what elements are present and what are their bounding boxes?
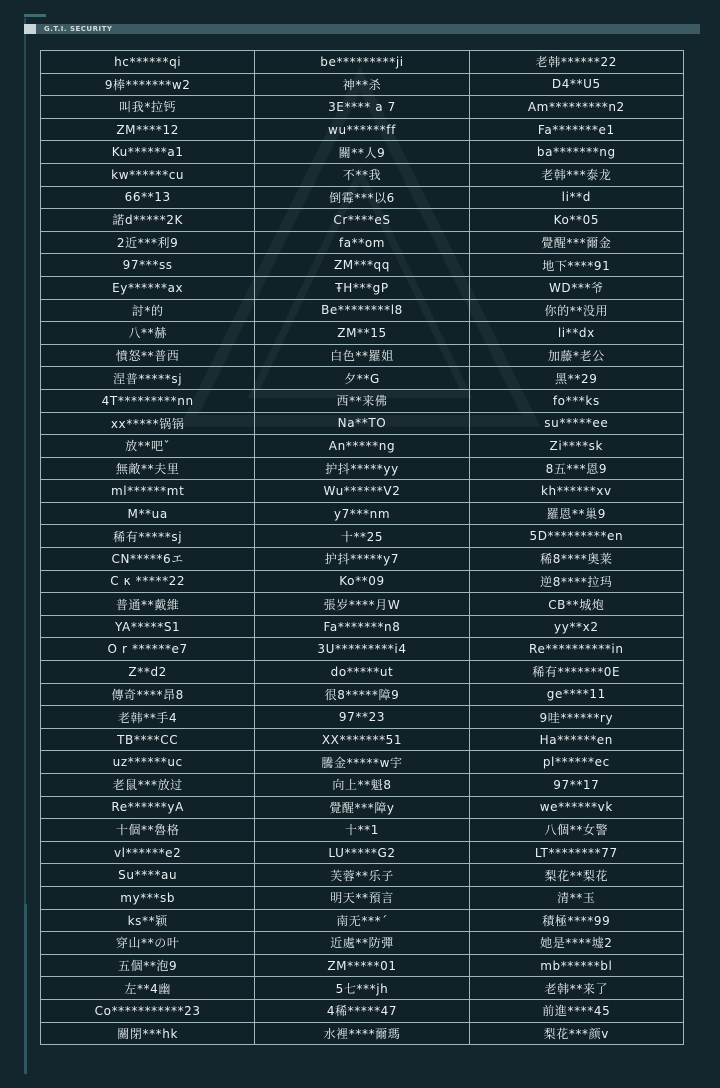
table-row [41,661,684,684]
table-row [41,910,684,933]
table-row [41,277,684,300]
header-bar [24,24,700,34]
table-cell: 稀有*******0E [470,661,684,684]
table-row [41,74,684,97]
table-cell: 南无***ˊ [255,910,469,933]
table-cell: 加藤*老公 [470,345,684,368]
table-row [41,1023,684,1046]
table-cell: LU*****G2 [255,842,469,865]
table-cell: ge****11 [470,684,684,707]
table-row [41,774,684,797]
table-cell: 你的**没用 [470,300,684,323]
table-cell: 芙蓉**乐子 [255,864,469,887]
table-cell: 憤怒**普西 [41,345,255,368]
table-cell: 4T*********nn [41,390,255,413]
table-cell: ZM**15 [255,322,469,345]
table-row [41,209,684,232]
table-row [41,842,684,865]
table-cell: vl******e2 [41,842,255,865]
table-cell: pl******ec [470,751,684,774]
table-row [41,887,684,910]
table-cell: Ko**05 [470,209,684,232]
table-row [41,300,684,323]
table-cell: 97***ss [41,254,255,277]
table-cell: kh******xv [470,480,684,503]
table-cell: An*****ng [255,435,469,458]
table-row [41,254,684,277]
table-cell: xx*****锅锅 [41,413,255,436]
table-cell: 關**人9 [255,141,469,164]
table-cell: 4稀*****47 [255,1000,469,1023]
table-row [41,571,684,594]
table-cell: CB**城炮 [470,593,684,616]
table-row [41,232,684,255]
table-cell: Zi****sk [470,435,684,458]
table-cell: 5D*********en [470,525,684,548]
table-cell: LT********77 [470,842,684,865]
table-cell: Re**********in [470,638,684,661]
table-cell: Ko**09 [255,571,469,594]
table-cell: Wu******V2 [255,480,469,503]
table-cell: Ey******ax [41,277,255,300]
table-cell: 她是****墟2 [470,932,684,955]
table-cell: fo***ks [470,390,684,413]
table-cell: 5七***jh [255,977,469,1000]
table-cell: uz******uc [41,751,255,774]
header-title: G.T.I. SECURITY [44,25,113,33]
table-cell: Ha******en [470,729,684,752]
table-cell: 諾d*****2K [41,209,255,232]
table-cell: 97**23 [255,706,469,729]
table-cell: Ku******a1 [41,141,255,164]
table-cell: Fa*******n8 [255,616,469,639]
table-cell: 騰金*****w宇 [255,751,469,774]
table-cell: do*****ut [255,661,469,684]
table-cell: 稀有*****sj [41,525,255,548]
table-cell: 老韩******22 [470,51,684,74]
table-cell: 黑**29 [470,367,684,390]
table-cell: 近處**防彈 [255,932,469,955]
table-cell: li**d [470,187,684,210]
table-row [41,141,684,164]
table-cell: 覺醒***障y [255,797,469,820]
table-cell: ml******mt [41,480,255,503]
table-cell: ZM****12 [41,119,255,142]
table-cell: 逆8****拉玛 [470,571,684,594]
table-row [41,96,684,119]
table-cell: 叫我*拉钙 [41,96,255,119]
table-row [41,435,684,458]
table-cell: WD***爷 [470,277,684,300]
table-cell: 护抖*****yy [255,458,469,481]
table-row [41,322,684,345]
table-cell: 老韩***泰龙 [470,164,684,187]
table-cell: 不**我 [255,164,469,187]
table-cell: Re******yA [41,797,255,820]
table-cell: 很8*****障9 [255,684,469,707]
table-row [41,819,684,842]
table-cell: be*********ji [255,51,469,74]
table-row [41,638,684,661]
name-table [40,50,684,1045]
table-cell: Co***********23 [41,1000,255,1023]
table-cell: CN*****6エ [41,548,255,571]
table-cell: 地下****91 [470,254,684,277]
table-cell: 五個**泡9 [41,955,255,978]
table-cell: su*****ee [470,413,684,436]
table-row [41,458,684,481]
table-row [41,955,684,978]
table-cell: 水裡****爾瑪 [255,1023,469,1046]
table-cell: O r ******e7 [41,638,255,661]
table-row [41,187,684,210]
table-cell: 前進****45 [470,1000,684,1023]
table-cell: YA*****S1 [41,616,255,639]
table-cell: 8五***恩9 [470,458,684,481]
table-row [41,413,684,436]
table-cell: 十**25 [255,525,469,548]
table-cell: 9棒*******w2 [41,74,255,97]
table-cell: fa**om [255,232,469,255]
table-cell: 9哇******ry [470,706,684,729]
table-row [41,706,684,729]
table-cell: 傳奇****昂8 [41,684,255,707]
table-row [41,51,684,74]
table-cell: Fa*******e1 [470,119,684,142]
table-cell: y7***nm [255,503,469,526]
table-cell: 八個**女警 [470,819,684,842]
table-cell: 十**1 [255,819,469,842]
table-cell: 老鼠***放过 [41,774,255,797]
table-row [41,977,684,1000]
table-cell: mb******bl [470,955,684,978]
table-cell: 普通**戴維 [41,593,255,616]
table-cell: 3U*********i4 [255,638,469,661]
table-row [41,164,684,187]
table-cell: Na**TO [255,413,469,436]
table-row [41,367,684,390]
table-cell: 白色**羅姐 [255,345,469,368]
table-cell: 積極****99 [470,910,684,933]
table-cell: 明天**預言 [255,887,469,910]
table-cell: 神**杀 [255,74,469,97]
table-cell: 張岁****月W [255,593,469,616]
table-cell: 护抖*****y7 [255,548,469,571]
table-row [41,864,684,887]
table-cell: Su****au [41,864,255,887]
table-cell: 老韩**来了 [470,977,684,1000]
table-cell: wu******ff [255,119,469,142]
table-cell: 稀8****奥莱 [470,548,684,571]
table-cell: 97**17 [470,774,684,797]
table-cell: ZM*****01 [255,955,469,978]
table-cell: 八**赫 [41,322,255,345]
table-cell: my***sb [41,887,255,910]
table-cell: ZM***qq [255,254,469,277]
table-cell: hc******qi [41,51,255,74]
table-cell: 向上**魁8 [255,774,469,797]
table-row [41,1000,684,1023]
table-cell: li**dx [470,322,684,345]
table-cell: ba*******ng [470,141,684,164]
table-cell: M**ua [41,503,255,526]
table-cell: we******vk [470,797,684,820]
table-cell: D4**U5 [470,74,684,97]
table-cell: ks**颖 [41,910,255,933]
table-cell: 西**来佛 [255,390,469,413]
table-row [41,797,684,820]
table-row [41,525,684,548]
table-cell: 關閉***hk [41,1023,255,1046]
table-cell: 倒霉***以6 [255,187,469,210]
table-cell: TB****CC [41,729,255,752]
table-cell: 夕**G [255,367,469,390]
table-cell: 66**13 [41,187,255,210]
table-cell: Be********l8 [255,300,469,323]
table-cell: 3E**** a 7 [255,96,469,119]
table-row [41,548,684,571]
table-row [41,390,684,413]
table-cell: 無敵**夫里 [41,458,255,481]
table-cell: XX*******51 [255,729,469,752]
table-row [41,751,684,774]
table-cell: 穿山**の叶 [41,932,255,955]
header-square-icon [24,24,36,34]
table-cell: ŦH***gP [255,277,469,300]
table-row [41,119,684,142]
table-cell: Cr****eS [255,209,469,232]
table-cell: 討*的 [41,300,255,323]
table-cell: 清**玉 [470,887,684,910]
table-cell: 放**吧ˇ [41,435,255,458]
table-cell: 梨花**梨花 [470,864,684,887]
table-cell: 十個**魯格 [41,819,255,842]
table-row [41,345,684,368]
table-row [41,593,684,616]
table-cell: yy**x2 [470,616,684,639]
table-cell: 覺醒***爾金 [470,232,684,255]
table-cell: Z**d2 [41,661,255,684]
table-cell: Am*********n2 [470,96,684,119]
frame-corner-bottom [24,904,27,1074]
table-cell: 2近***利9 [41,232,255,255]
table-cell: 梨花***颜v [470,1023,684,1046]
table-cell: 左**4幽 [41,977,255,1000]
table-row [41,503,684,526]
table-cell: C κ *****22 [41,571,255,594]
table-row [41,480,684,503]
table-row [41,729,684,752]
table-cell: kw******cu [41,164,255,187]
table-cell: 老韩**手4 [41,706,255,729]
table-row [41,616,684,639]
frame-corner-top [24,14,46,17]
table-row [41,684,684,707]
table-row [41,932,684,955]
table-cell: 羅恩**巢9 [470,503,684,526]
table-cell: 涅普*****sj [41,367,255,390]
